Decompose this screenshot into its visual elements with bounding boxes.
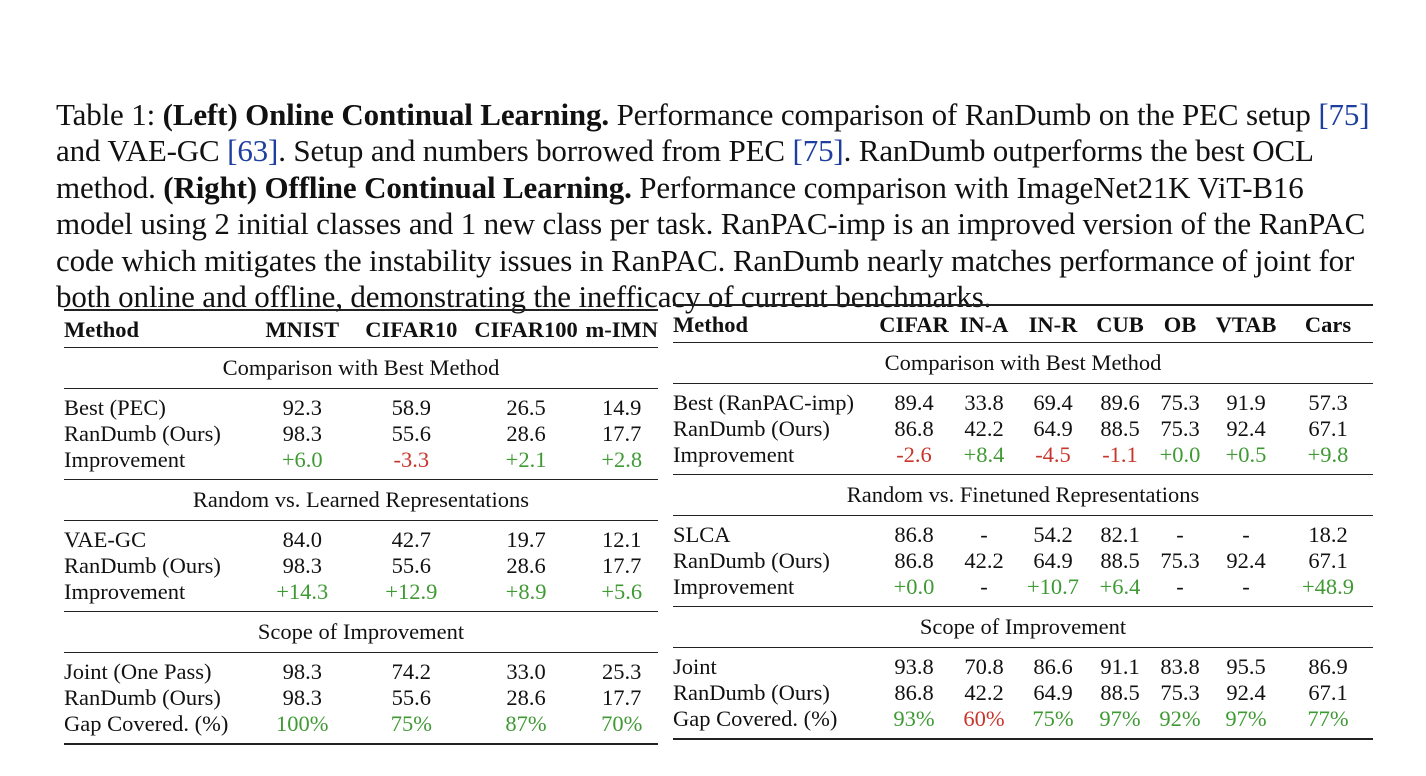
table-row	[64, 447, 658, 480]
value-cell: 91.1	[1100, 654, 1140, 679]
citation-link[interactable]: [75]	[792, 133, 844, 169]
value-cell: 64.9	[1033, 680, 1073, 705]
value-cell: 88.5	[1100, 680, 1140, 705]
section-title: Scope of Improvement	[673, 607, 1373, 648]
value-cell: 82.1	[1100, 522, 1140, 547]
value-cell: 25.3	[602, 659, 642, 684]
value-cell: 60%	[951, 706, 1017, 739]
value-cell: +10.7	[1026, 574, 1080, 599]
column-header: IN-A	[951, 305, 1017, 343]
value-cell: 89.6	[1100, 390, 1140, 415]
value-cell: 86.8	[894, 680, 934, 705]
section-header-row	[673, 475, 1373, 516]
caption-text: . RanDumb outperforms the best OCL method.	[56, 133, 1313, 205]
section-header-row	[64, 612, 658, 653]
method-cell: Best (RanPAC-imp)	[673, 390, 855, 415]
value-cell: +8.9	[505, 579, 547, 604]
value-cell: 75.3	[1160, 548, 1200, 573]
value-cell: 70%	[585, 711, 658, 744]
value-cell: -	[1176, 522, 1184, 547]
value-cell: 88.5	[1100, 416, 1140, 441]
value-cell: +0.0	[893, 574, 935, 599]
value-cell: 87%	[467, 711, 586, 744]
caption-left-title: (Left) Online Continual Learning.	[162, 97, 609, 132]
method-cell: RanDumb (Ours)	[64, 421, 221, 446]
section-title: Comparison with Best Method	[64, 348, 658, 389]
value-cell: 98.3	[282, 421, 322, 446]
value-cell: 19.7	[506, 527, 546, 552]
value-cell: 97%	[1089, 706, 1151, 739]
value-cell: 64.9	[1033, 548, 1073, 573]
column-header: OB	[1151, 305, 1209, 343]
method-cell: RanDumb (Ours)	[673, 416, 830, 441]
column-header: Method	[673, 305, 877, 343]
caption-right-title: (Right) Offline Continual Learning.	[163, 169, 632, 205]
value-cell: -	[1242, 522, 1250, 547]
value-cell: 83.8	[1160, 654, 1200, 679]
value-cell: 33.0	[506, 659, 546, 684]
value-cell: 26.5	[506, 395, 546, 420]
value-cell: 88.5	[1100, 548, 1140, 573]
table-row	[673, 548, 1373, 574]
value-cell: 75.3	[1160, 390, 1200, 415]
method-cell: Improvement	[64, 579, 186, 604]
value-cell: 67.1	[1308, 548, 1348, 573]
method-cell: Gap Covered. (%)	[64, 711, 249, 744]
value-cell: +8.4	[963, 442, 1005, 467]
column-header: CIFAR100	[467, 310, 586, 348]
value-cell: 17.7	[602, 553, 642, 578]
value-cell: 14.9	[602, 395, 642, 420]
section-title: Random vs. Finetuned Representations	[673, 475, 1373, 516]
table-section	[673, 475, 1373, 607]
table-row	[673, 648, 1373, 681]
table-row	[673, 416, 1373, 442]
value-cell: 70.8	[964, 654, 1004, 679]
method-cell: RanDumb (Ours)	[64, 553, 221, 578]
section-title: Scope of Improvement	[64, 612, 658, 653]
table-section	[64, 480, 658, 612]
value-cell: +5.6	[601, 579, 643, 604]
table-caption	[56, 97, 1378, 315]
value-cell: 98.3	[282, 553, 322, 578]
header-row	[64, 310, 658, 348]
value-cell: 98.3	[282, 685, 322, 710]
table-row	[64, 553, 658, 579]
value-cell: 86.8	[894, 522, 934, 547]
value-cell: -3.3	[393, 447, 430, 472]
table-row	[64, 521, 658, 554]
section-title: Random vs. Learned Representations	[64, 480, 658, 521]
value-cell: 64.9	[1033, 416, 1073, 441]
column-header: CUB	[1089, 305, 1151, 343]
value-cell: 98.3	[282, 659, 322, 684]
value-cell: 75%	[356, 711, 467, 744]
value-cell: 86.9	[1308, 654, 1348, 679]
column-header: MNIST	[249, 310, 357, 348]
method-cell: Improvement	[673, 442, 795, 467]
table-row	[64, 421, 658, 447]
value-cell: 33.8	[964, 390, 1004, 415]
method-cell: Best (PEC)	[64, 395, 166, 420]
table-row	[673, 384, 1373, 417]
table-row	[673, 516, 1373, 549]
value-cell: 93%	[877, 706, 951, 739]
value-cell: 28.6	[506, 421, 546, 446]
value-cell: -	[1176, 574, 1184, 599]
table-row	[673, 706, 1373, 739]
value-cell: 12.1	[602, 527, 642, 552]
method-cell: RanDumb (Ours)	[673, 548, 830, 573]
value-cell: 86.8	[894, 548, 934, 573]
value-cell: 84.0	[282, 527, 322, 552]
method-cell: Joint (One Pass)	[64, 659, 212, 684]
value-cell: 55.6	[391, 553, 431, 578]
table-row	[64, 653, 658, 686]
caption-prefix: Table 1:	[56, 97, 163, 132]
value-cell: 67.1	[1308, 680, 1348, 705]
table-section	[64, 348, 658, 480]
section-title: Comparison with Best Method	[673, 343, 1373, 384]
method-cell: RanDumb (Ours)	[64, 685, 221, 710]
value-cell: +48.9	[1301, 574, 1355, 599]
method-cell: SLCA	[673, 522, 731, 547]
value-cell: 17.7	[602, 685, 642, 710]
value-cell: 75.3	[1160, 416, 1200, 441]
value-cell: 28.6	[506, 685, 546, 710]
value-cell: 92.4	[1226, 548, 1266, 573]
value-cell: 91.9	[1226, 390, 1266, 415]
right-results-table	[673, 304, 1373, 740]
value-cell: 57.3	[1308, 390, 1348, 415]
value-cell: 93.8	[894, 654, 934, 679]
value-cell: +9.8	[1307, 442, 1349, 467]
value-cell: +6.0	[281, 447, 323, 472]
value-cell: -	[980, 574, 988, 599]
value-cell: 75%	[1017, 706, 1089, 739]
table-row	[673, 442, 1373, 475]
value-cell: 74.2	[391, 659, 431, 684]
method-cell: Improvement	[64, 447, 186, 472]
value-cell: 75.3	[1160, 680, 1200, 705]
column-header: Method	[64, 310, 249, 348]
value-cell: 86.8	[894, 416, 934, 441]
table-row	[64, 579, 658, 612]
value-cell: 42.2	[964, 548, 1004, 573]
value-cell: 42.2	[964, 416, 1004, 441]
value-cell: -4.5	[1035, 442, 1071, 467]
value-cell: +12.9	[385, 579, 438, 604]
header-row	[673, 305, 1373, 343]
value-cell: -	[980, 522, 988, 547]
value-cell: 42.2	[964, 680, 1004, 705]
citation-link[interactable]: [75]	[1318, 97, 1370, 132]
caption-text: and VAE-GC	[56, 133, 228, 169]
value-cell: 55.6	[391, 421, 431, 446]
caption-text: Performance comparison of RanDumb on the PEC setup	[608, 97, 1319, 132]
value-cell: 55.6	[391, 685, 431, 710]
column-header: Cars	[1283, 305, 1373, 343]
section-header-row	[64, 348, 658, 389]
value-cell: -	[1242, 574, 1250, 599]
value-cell: 92.3	[282, 395, 322, 420]
value-cell: 89.4	[894, 390, 934, 415]
method-cell: Improvement	[673, 574, 795, 599]
table-row	[64, 711, 658, 744]
value-cell: +0.0	[1159, 442, 1201, 467]
table-section	[673, 607, 1373, 740]
value-cell: -1.1	[1102, 442, 1138, 467]
value-cell: 42.7	[391, 527, 431, 552]
value-cell: 92.4	[1226, 680, 1266, 705]
table-row	[64, 389, 658, 422]
value-cell: +2.8	[601, 447, 643, 472]
value-cell: 17.7	[602, 421, 642, 446]
column-header: CIFAR10	[356, 310, 467, 348]
left-results-table	[64, 309, 658, 745]
column-header: IN-R	[1017, 305, 1089, 343]
table-row	[673, 680, 1373, 706]
section-header-row	[673, 343, 1373, 384]
value-cell: 67.1	[1308, 416, 1348, 441]
caption-text: . Setup and numbers borrowed from PEC	[278, 133, 793, 169]
value-cell: 97%	[1209, 706, 1283, 739]
column-header: CIFAR	[877, 305, 951, 343]
value-cell: 86.6	[1033, 654, 1073, 679]
caption-text: Performance comparison with ImageNet21K ViT-B16 model using 2 initial classes and 1 new class per task. RanPAC-imp is an improved version of the RanPAC code which mitigates the instability issues in RanPAC. RanDumb nearly matches performance of joint for both online and offline, demonstrating the inefficacy of current benchmarks.	[56, 169, 1366, 315]
method-cell: Gap Covered. (%)	[673, 706, 877, 739]
value-cell: 18.2	[1308, 522, 1348, 547]
section-header-row	[64, 480, 658, 521]
table-section	[64, 612, 658, 745]
value-cell: 69.4	[1033, 390, 1073, 415]
value-cell: +14.3	[276, 579, 329, 604]
value-cell: -2.6	[896, 442, 932, 467]
value-cell: 54.2	[1033, 522, 1073, 547]
method-cell: VAE-GC	[64, 527, 147, 552]
value-cell: 92%	[1151, 706, 1209, 739]
method-cell: RanDumb (Ours)	[673, 680, 830, 705]
value-cell: +6.4	[1099, 574, 1141, 599]
column-header: m-IMN	[585, 310, 658, 348]
value-cell: +2.1	[505, 447, 547, 472]
section-header-row	[673, 607, 1373, 648]
column-header: VTAB	[1209, 305, 1283, 343]
value-cell: +0.5	[1225, 442, 1267, 467]
method-cell: Joint	[673, 654, 717, 679]
value-cell: 77%	[1283, 706, 1373, 739]
table-row	[64, 685, 658, 711]
value-cell: 92.4	[1226, 416, 1266, 441]
value-cell: 58.9	[391, 395, 431, 420]
citation-link[interactable]: [63]	[227, 133, 279, 169]
table-section	[673, 343, 1373, 475]
table-row	[673, 574, 1373, 607]
value-cell: 100%	[249, 711, 357, 744]
value-cell: 28.6	[506, 553, 546, 578]
value-cell: 95.5	[1226, 654, 1266, 679]
